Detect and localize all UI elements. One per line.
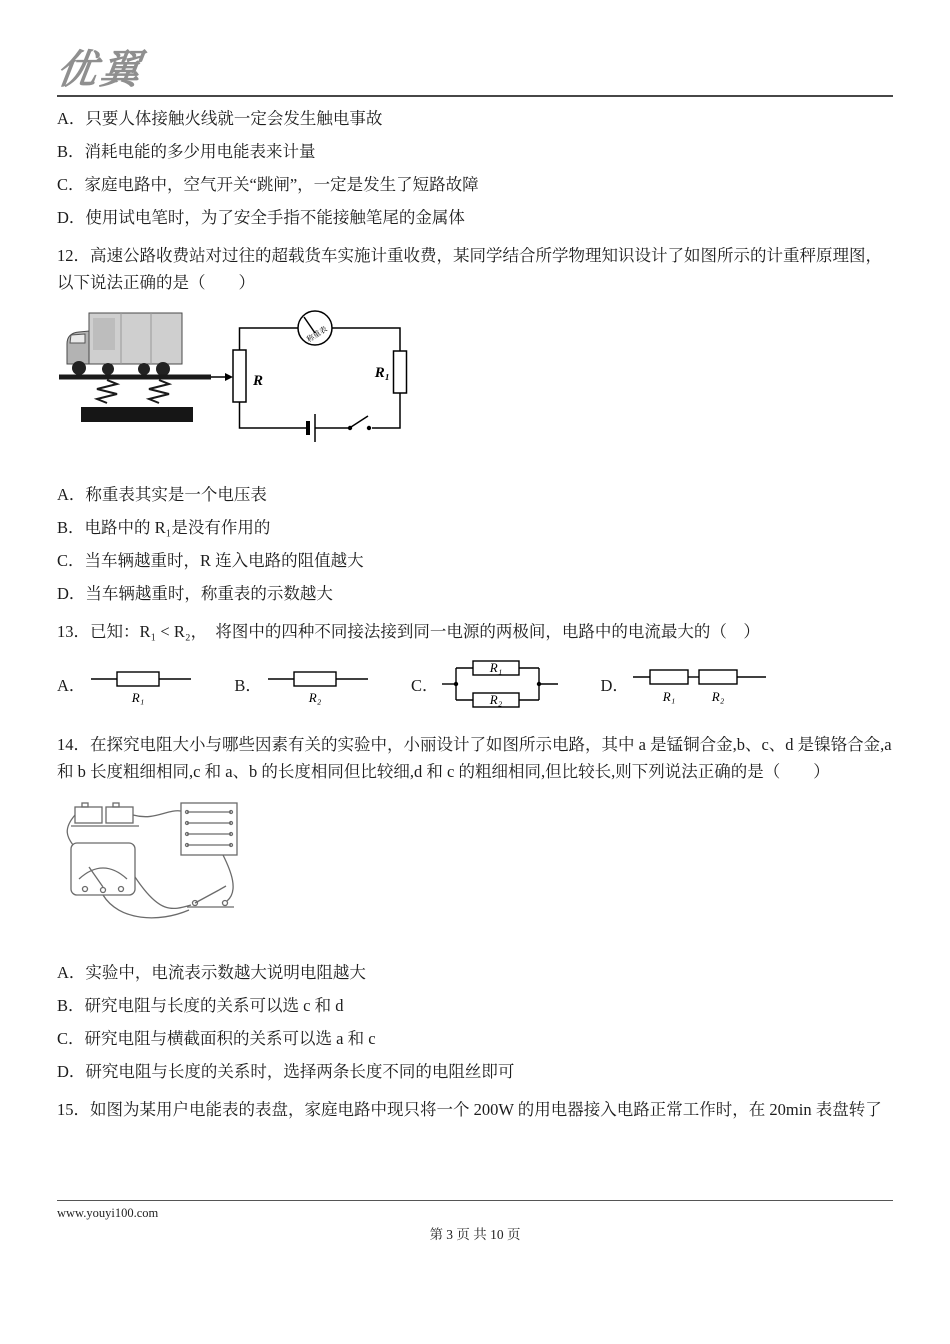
ammeter-icon	[71, 843, 135, 895]
q14-option-a: A．实验中，电流表示数越大说明电阻越大	[57, 963, 366, 982]
q14-option-c: C．研究电阻与横截面积的关系可以选 a 和 c	[57, 1029, 376, 1048]
switch-blade-icon	[351, 416, 368, 427]
truck-icon	[67, 313, 182, 376]
svg-text:R₁: R₁	[662, 689, 676, 704]
page-header	[0, 0, 950, 97]
q12-stem: 12．高速公路收费站对过往的超载货车实施计重收费，某同学结合所学物理知识设计了如图所示的计重秤原理图，以下说法正确的是（ ）	[57, 246, 882, 292]
logo-text: 优翼	[53, 47, 147, 93]
svg-text:R₂: R₂	[308, 690, 322, 705]
resistance-wire-board	[181, 803, 237, 855]
svg-text:R₁: R₁	[132, 690, 145, 705]
q11-option-b: B．消耗电能的多少用电能表来计量	[57, 142, 316, 161]
svg-text:R₁: R₁	[490, 660, 503, 675]
page-content	[0, 97, 950, 1123]
q13-circuit-d	[600, 662, 767, 706]
q12-option-b: B．电路中的 R₁是没有作用的	[57, 518, 271, 537]
resistor-r1	[394, 351, 407, 393]
q13-option-a-label: A．	[57, 676, 86, 695]
q11-option-a: A．只要人体接触火线就一定会发生触电事故	[57, 109, 383, 128]
parallel-resistors-circuit-icon	[442, 655, 560, 713]
spring-icon	[149, 380, 169, 403]
q12-option-c: C．当车辆越重时，R 连入电路的阻值越大	[57, 551, 364, 570]
q11-option-c: C．家庭电路中，空气开关“跳闸”，一定是发生了短路故障	[57, 175, 479, 194]
q12-option-d: D．当车辆越重时，称重表的示数越大	[57, 584, 333, 603]
scale-platform	[59, 377, 211, 422]
q14-stem: 14．在探究电阻大小与哪些因素有关的实验中，小丽设计了如图所示电路，其中 a 是锰铜合金,b、c、d 是镍铬合金,a 和 b 长度粗细相同,c 和 a、b 的长度相同但比较细,d 和 c 的粗细相同,但比较长,则下列说法正确的是（ ）	[57, 735, 892, 781]
svg-text:R₂: R₂	[490, 692, 503, 707]
footer-url: www.youyi100.com	[57, 1206, 159, 1220]
q15-stem: 15．如图为某用户电能表的表盘，家庭电路中现只将一个 200W 的用电器接入电路正常工作时，在 20min 表盘转了	[57, 1100, 882, 1119]
wiper-arrow-icon	[225, 373, 233, 381]
q12-weighing-circuit-figure	[59, 306, 439, 456]
q13-option-b-label: B．	[234, 676, 262, 695]
youyi-logo	[53, 47, 893, 93]
q14-experiment-sketch	[59, 795, 259, 940]
page-footer	[57, 1200, 893, 1243]
q13-stem: 13．已知：R₁ < R₂， 将图中的四种不同接法接到同一电源的两极间，电路中的电流最大的（ ）	[57, 622, 760, 641]
q13-option-d-label: D．	[600, 676, 629, 695]
q13-option-c-label: C．	[410, 676, 439, 695]
q13-circuit-c	[411, 655, 561, 713]
switch-icon	[187, 886, 234, 907]
q14-figure	[59, 795, 893, 945]
series-resistors-circuit-icon	[633, 662, 768, 706]
q13-circuits	[57, 655, 893, 713]
battery-pack-icon	[71, 803, 139, 826]
weighing-meter-label: 称重表	[304, 324, 329, 345]
connecting-wires	[67, 811, 233, 918]
svg-text:R₂: R₂	[711, 689, 725, 704]
single-resistor-circuit-icon	[89, 661, 194, 707]
q14-option-d: D．研究电阻与长度的关系时，选择两条长度不同的电阻丝即可	[57, 1062, 515, 1081]
spring-icon	[97, 380, 117, 403]
single-resistor-circuit-icon	[266, 661, 371, 707]
resistor-r-label: R	[253, 373, 264, 389]
q12-figure	[59, 306, 893, 461]
q14-option-b: B．研究电阻与长度的关系可以选 c 和 d	[57, 996, 344, 1015]
resistor-r1-label: R₁	[374, 365, 390, 381]
q13-circuit-b	[234, 661, 371, 707]
q13-circuit-a	[57, 661, 194, 707]
q12-option-a: A．称重表其实是一个电压表	[57, 485, 267, 504]
footer-page-number: 第 3 页 共 10 页	[429, 1227, 521, 1242]
q11-option-d: D．使用试电笔时，为了安全手指不能接触笔尾的金属体	[57, 208, 465, 227]
resistor-r	[233, 350, 246, 402]
